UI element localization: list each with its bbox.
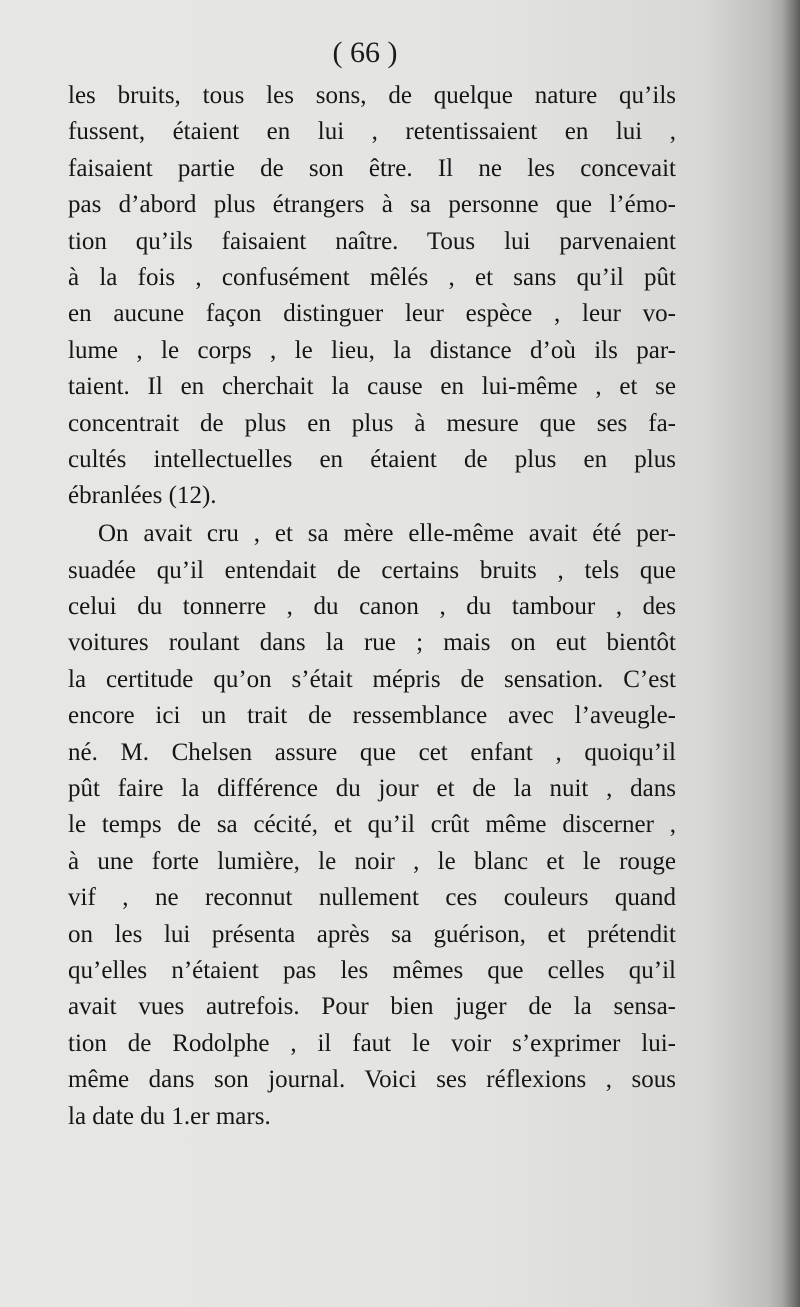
text-line: pût faire la différence du jour et de la nuit , dans xyxy=(68,775,676,803)
text-line: faisaient partie de son être. Il ne les concevait xyxy=(68,154,676,182)
text-line: même dans son journal. Voici ses réflexions , sous xyxy=(68,1066,676,1094)
text-line: qu’elles n’étaient pas les mêmes que celles qu’il xyxy=(68,956,676,984)
page-number: ( 66 ) xyxy=(332,36,398,69)
text-line: tion de Rodolphe , il faut le voir s’exprimer lui- xyxy=(68,1029,676,1057)
body-text xyxy=(68,78,676,1135)
text-line: On avait cru , et sa mère elle-même avait été per- xyxy=(98,520,676,548)
text-line: suadée qu’il entendait de certains bruits , tels que xyxy=(68,556,676,584)
text-line: à une forte lumière, le noir , le blanc et le rouge xyxy=(68,847,676,875)
text-line: tion qu’ils faisaient naître. Tous lui parvenaient xyxy=(68,227,676,255)
text-line: taient. Il en cherchait la cause en lui-même , et se xyxy=(68,373,676,401)
text-line: à la fois , confusément mêlés , et sans qu’il pût xyxy=(68,263,676,291)
text-line: les bruits, tous les sons, de quelque nature qu’ils xyxy=(68,82,676,109)
text-line: ébranlées (12). xyxy=(68,482,217,510)
text-line: le temps de sa cécité, et qu’il crût même discerner , xyxy=(68,811,676,839)
text-line: on les lui présenta après sa guérison, et prétendit xyxy=(68,920,676,948)
text-line: voitures roulant dans la rue ; mais on eut bientôt xyxy=(68,629,676,657)
text-line: celui du tonnerre , du canon , du tambour , des xyxy=(68,593,676,621)
text-line: en aucune façon distinguer leur espèce , leur vo- xyxy=(68,300,676,328)
text-line: concentrait de plus en plus à mesure que ses fa- xyxy=(68,409,676,437)
paragraph-2 xyxy=(68,516,676,1135)
text-line: la date du 1.er mars. xyxy=(68,1102,271,1130)
text-line: cultés intellectuelles en étaient de plus en plus xyxy=(68,445,676,473)
text-line: lume , le corps , le lieu, la distance d’où ils par- xyxy=(68,336,676,364)
text-line: encore ici un trait de ressemblance avec l’aveugle- xyxy=(68,702,676,730)
text-line: avait vues autrefois. Pour bien juger de la sensa- xyxy=(68,993,676,1021)
paragraph-1 xyxy=(68,78,676,515)
text-line: né. M. Chelsen assure que cet enfant , quoiqu’il xyxy=(68,738,676,766)
text-line: vif , ne reconnut nullement ces couleurs quand xyxy=(68,884,676,912)
page-edge-shadow xyxy=(782,0,800,1307)
text-line: la certitude qu’on s’était mépris de sensation. C’est xyxy=(68,665,676,693)
text-line: fussent, étaient en lui , retentissaient en lui , xyxy=(68,118,676,146)
text-line: pas d’abord plus étrangers à sa personne que l’émo- xyxy=(68,191,676,219)
